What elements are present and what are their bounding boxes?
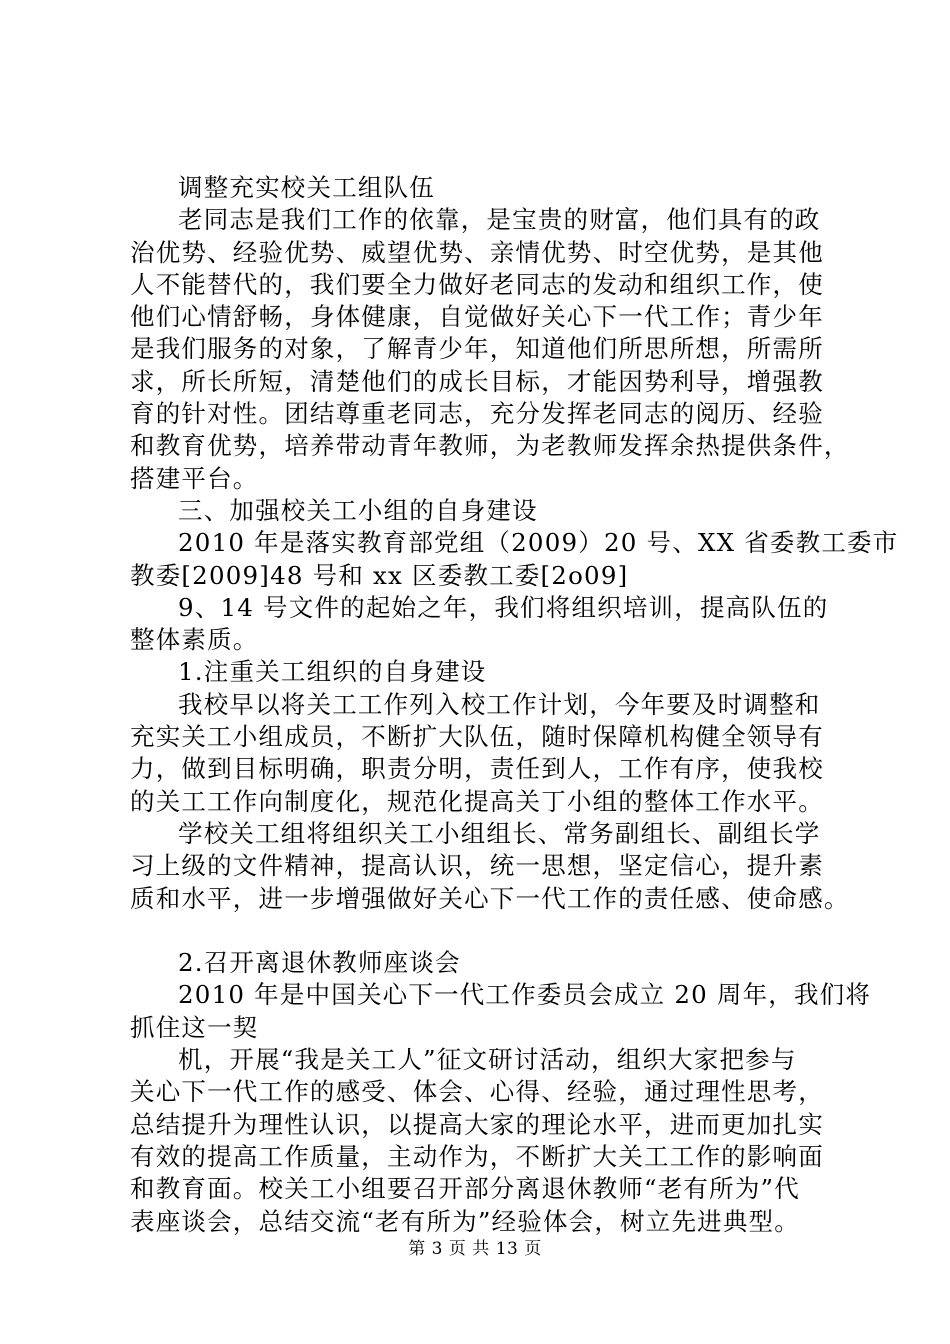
text-line: 是我们服务的对象，了解青少年，知道他们所思所想，所需所	[130, 334, 824, 364]
text-line: 关心下一代工作的感受、体会、心得、经验，通过理性思考，	[130, 1077, 824, 1107]
text-line: 力，做到目标明确，职责分明，责任到人，工作有序，使我校	[130, 754, 824, 784]
text-line: 老同志是我们工作的依靠，是宝贵的财富，他们具有的政	[178, 205, 821, 235]
text-line: 有效的提高工作质量，主动作为，不断扩大关工工作的影响面	[130, 1141, 824, 1171]
text-line: 习上级的文件精神，提高认识，统一思想，坚定信心，提升素	[130, 851, 824, 881]
text-line: 人不能替代的，我们要全力做好老同志的发动和组织工作，使	[130, 269, 824, 299]
text-line: 机，开展“我是关工人”征文研讨活动，组织大家把参与	[178, 1045, 797, 1075]
document-body	[130, 172, 899, 1238]
text-line: 和教育优势，培养带动青年教师，为老教师发挥余热提供条件，	[130, 431, 850, 461]
text-line: 2010 年是落实教育部党组（2009）20 号、XX 省委教工委市	[178, 528, 899, 558]
text-line: 抓住这一契	[130, 1012, 259, 1042]
text-line: 整体素质。	[130, 625, 259, 655]
text-line: 学校关工组将组织关工小组组长、常务副组长、副组长学	[178, 818, 821, 848]
text-line: 他们心情舒畅，身体健康，自觉做好关心下一代工作；青少年	[130, 302, 824, 332]
text-line: 育的针对性。团结尊重老同志，充分发挥老同志的阅历、经验	[130, 399, 824, 429]
page-footer: 第 3 页 共 13 页	[408, 1239, 542, 1259]
text-line: 质和水平，进一步增强做好关心下一代工作的责任感、使命感。	[130, 883, 850, 913]
text-line: 总结提升为理性认识，以提高大家的理论水平，进而更加扎实	[130, 1109, 824, 1139]
text-line: 我校早以将关工工作列入校工作计划，今年要及时调整和	[178, 689, 821, 719]
text-line: 求，所长所短，清楚他们的成长目标，才能因势利导，增强教	[130, 366, 824, 396]
text-line: 充实关工小组成员，不断扩大队伍，随时保障机构健全领导有	[130, 722, 824, 752]
text-line: 治优势、经验优势、威望优势、亲情优势、时空优势，是其他	[130, 237, 824, 267]
text-line: 调整充实校关工组队伍	[178, 173, 435, 202]
text-line: 教委[2009]48 号和 xx 区委教工委[2o09]	[130, 560, 629, 590]
text-line: 2010 年是中国关心下一代工作委员会成立 20 周年，我们将	[178, 980, 872, 1010]
text-line: 搭建平台。	[130, 463, 259, 493]
text-line: 9、14 号文件的起始之年，我们将组织培训，提高队伍的	[178, 592, 829, 622]
text-line: 和教育面。校关工小组要召开部分离退休教师“老有所为”代	[130, 1174, 800, 1204]
text-line: 的关工工作向制度化，规范化提高关丁小组的整体工作水平。	[130, 786, 824, 816]
text-line: 三、加强校关工小组的自身建设	[178, 495, 538, 525]
text-line: 1.注重关工组织的自身建设	[178, 657, 487, 687]
text-line: 2.召开离退休教师座谈会	[178, 948, 461, 978]
blank-line	[130, 915, 850, 947]
text-line: 表座谈会，总结交流“老有所为”经验体会，树立先进典型。	[130, 1206, 800, 1236]
